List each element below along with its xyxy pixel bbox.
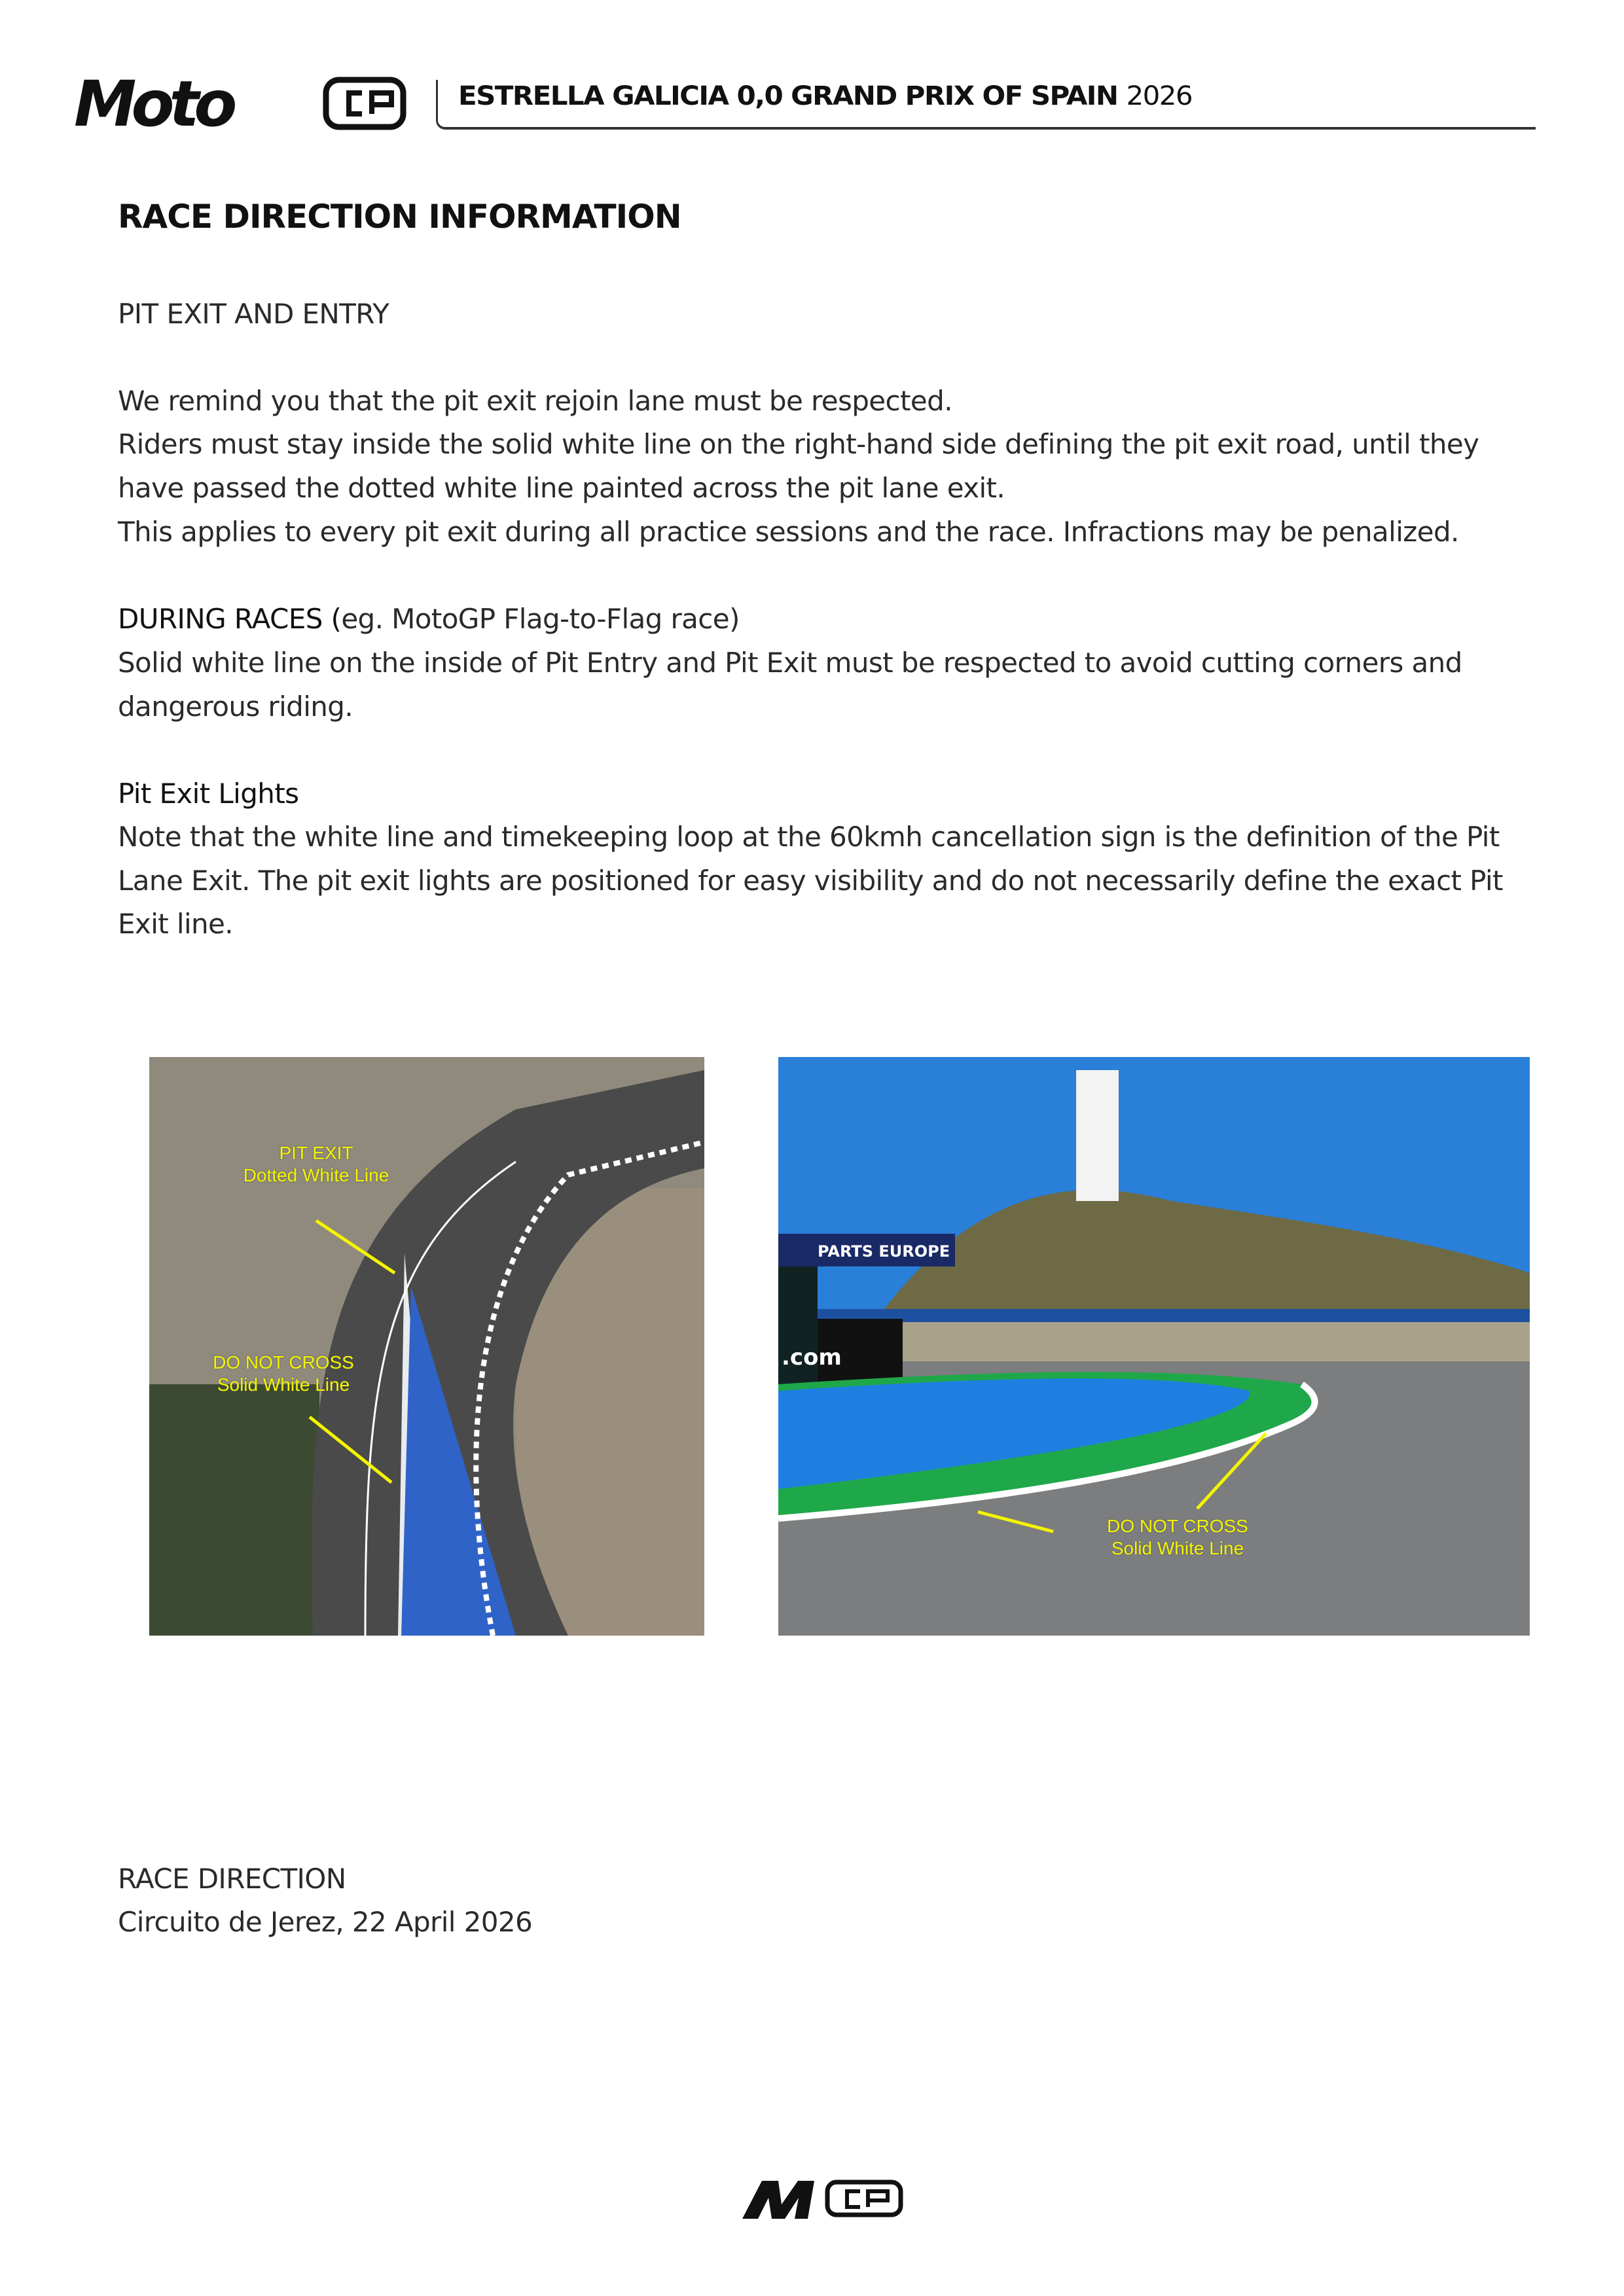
- section-title-pit-exit: PIT EXIT AND ENTRY: [118, 298, 389, 330]
- aerial-photo-pit-exit: [149, 1057, 704, 1636]
- mgp-footer-logo: [742, 2178, 906, 2221]
- motogp-logo: [74, 73, 414, 134]
- section-title-during-races: DURING RACES (eg. MotoGP Flag-to-Flag race): [118, 603, 740, 635]
- photo-pit-exit-kerb: [778, 1057, 1530, 1636]
- signature-race-direction: RACE DIRECTION: [118, 1863, 346, 1895]
- annotation-do-not-cross: DO NOT CROSS: [213, 1352, 354, 1372]
- paragraph: Solid white line on the inside of Pit Entry and Pit Exit must be respected to avoid cutting corners and dangerous riding.: [118, 647, 1462, 723]
- annotation-solid-line: Solid White Line: [217, 1374, 350, 1395]
- paragraph: We remind you that the pit exit rejoin lane must be respected.: [118, 385, 952, 417]
- banner-parts-europe: PARTS EUROPE: [818, 1242, 950, 1261]
- svg-text:Moto: Moto: [74, 73, 232, 134]
- annotation-do-not-cross: DO NOT CROSS: [1107, 1516, 1248, 1536]
- event-year: 2026: [1126, 81, 1193, 111]
- paragraph: Riders must stay inside the solid white line on the right-hand side defining the pit exit road, until they have passed the dotted white line painted across the pit lane exit.: [118, 428, 1479, 504]
- annotation-solid-line: Solid White Line: [1111, 1538, 1244, 1558]
- section-title-pit-exit-lights: Pit Exit Lights: [118, 778, 299, 810]
- annotation-dotted-line: Dotted White Line: [243, 1165, 389, 1185]
- paragraph: Note that the white line and timekeeping loop at the 60kmh cancellation sign is the definition of the Pit Lane Exit. The pit exit lights are positioned for easy visibility and do not necessarily define the exact Pit Exit line.: [118, 821, 1503, 940]
- event-title: ESTRELLA GALICIA 0,0 GRAND PRIX OF SPAIN 2026: [458, 81, 1193, 111]
- banner-com: .com: [782, 1344, 842, 1371]
- annotation-pit-exit: PIT EXIT: [279, 1143, 353, 1163]
- paragraph: This applies to every pit exit during all practice sessions and the race. Infractions may be penalized.: [118, 516, 1459, 548]
- signature-location-date: Circuito de Jerez, 22 April 2026: [118, 1906, 533, 1938]
- page-title: RACE DIRECTION INFORMATION: [118, 198, 681, 236]
